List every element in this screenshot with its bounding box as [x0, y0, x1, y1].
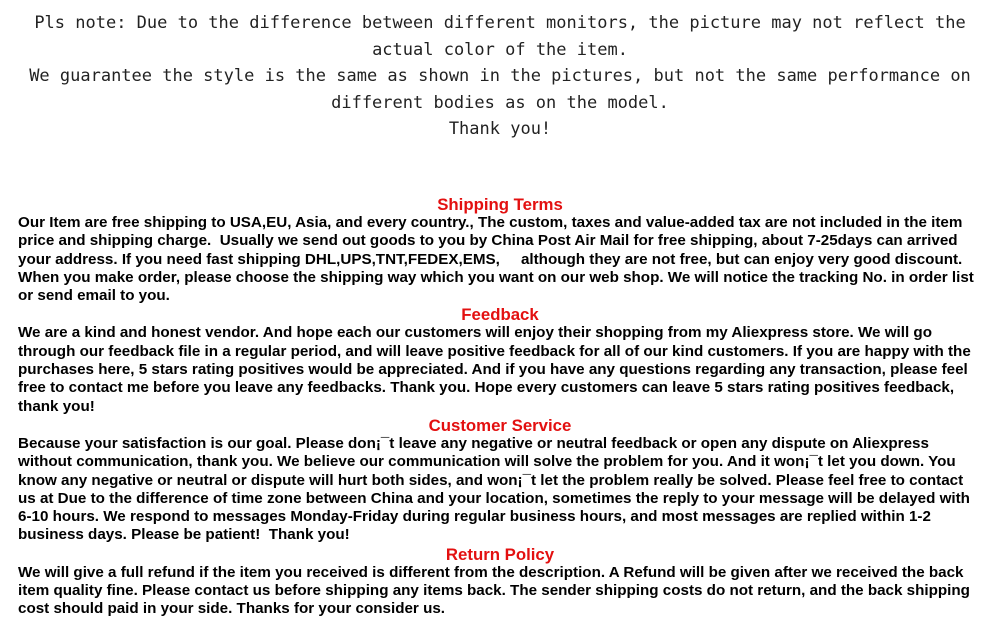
shipping-terms-section [18, 195, 982, 305]
customer-service-heading: Customer Service [428, 415, 572, 435]
notice-thanks: Thank you! [448, 119, 552, 139]
shipping-terms-text: Our Item are free shipping to USA,EU, Asia, and every country., The custom, taxes and value-added tax are not included in the item price and shipping charge. Usually we send out goods to you by China Post Air Mail for free shipping, about 7-25days can arrived your address. If you need fast shipping DHL,UPS,TNT,FEDEX,EMS, although they are not free, but can enjoy very good discount. When you make order, please choose the shipping way which you want on our web shop. We will notice the tracking No. in order list or send email to you. [18, 214, 979, 305]
return-policy-heading: Return Policy [445, 544, 555, 564]
notice-style-guarantee: We guarantee the style is the same as shown in the pictures, but not the same performance on different bodies as on the model. [29, 66, 971, 113]
customer-service-section [18, 416, 982, 545]
notice-color-disclaimer: Pls note: Due to the difference between different monitors, the picture may not reflect the actual color of the item. [34, 13, 966, 60]
store-policies [18, 195, 982, 619]
feedback-heading: Feedback [461, 305, 539, 325]
monitor-notice [0, 10, 1000, 143]
customer-service-text: Because your satisfaction is our goal. Please don¡¯t leave any negative or neutral feedback or open any dispute on Aliexpress without communication, thank you. We believe our communication will solve the problem for you. And it won¡¯t let you down. You know any negative or neutral or dispute will hurt both sides, and won¡¯t let the problem really be solved. Please feel free to contact us at Due to the difference of time zone between China and your location, sometimes the reply to your message will be delayed with 6-10 hours. We respond to messages Monday-Friday during regular business hours, and most messages are replied within 1-2 business days. Please be patient! Thank you! [18, 434, 975, 544]
feedback-section [18, 305, 982, 415]
shipping-terms-heading: Shipping Terms [437, 195, 563, 214]
return-policy-section [18, 545, 982, 619]
feedback-text: We are a kind and honest vendor. And hope each our customers will enjoy their shopping from my Aliexpress store. We will go through our feedback file in a regular period, and will leave positive feedback for all of our kind customers. If you are happy with the purchases here, 5 stars rating positives would be appreciated. And if you have any questions regarding any transaction, please feel free to contact me before you leave any feedbacks. Thank you. Hope every customers can leave 5 stars rating positives feedback, thank you! [18, 324, 976, 415]
return-policy-text: We will give a full refund if the item you received is different from the description. A Refund will be given after we received the back item quality fine. Please contact us before shipping any items back. The sender shipping costs do not return, and the back shipping cost should paid in your side. Thanks for your consider us. [18, 563, 975, 618]
